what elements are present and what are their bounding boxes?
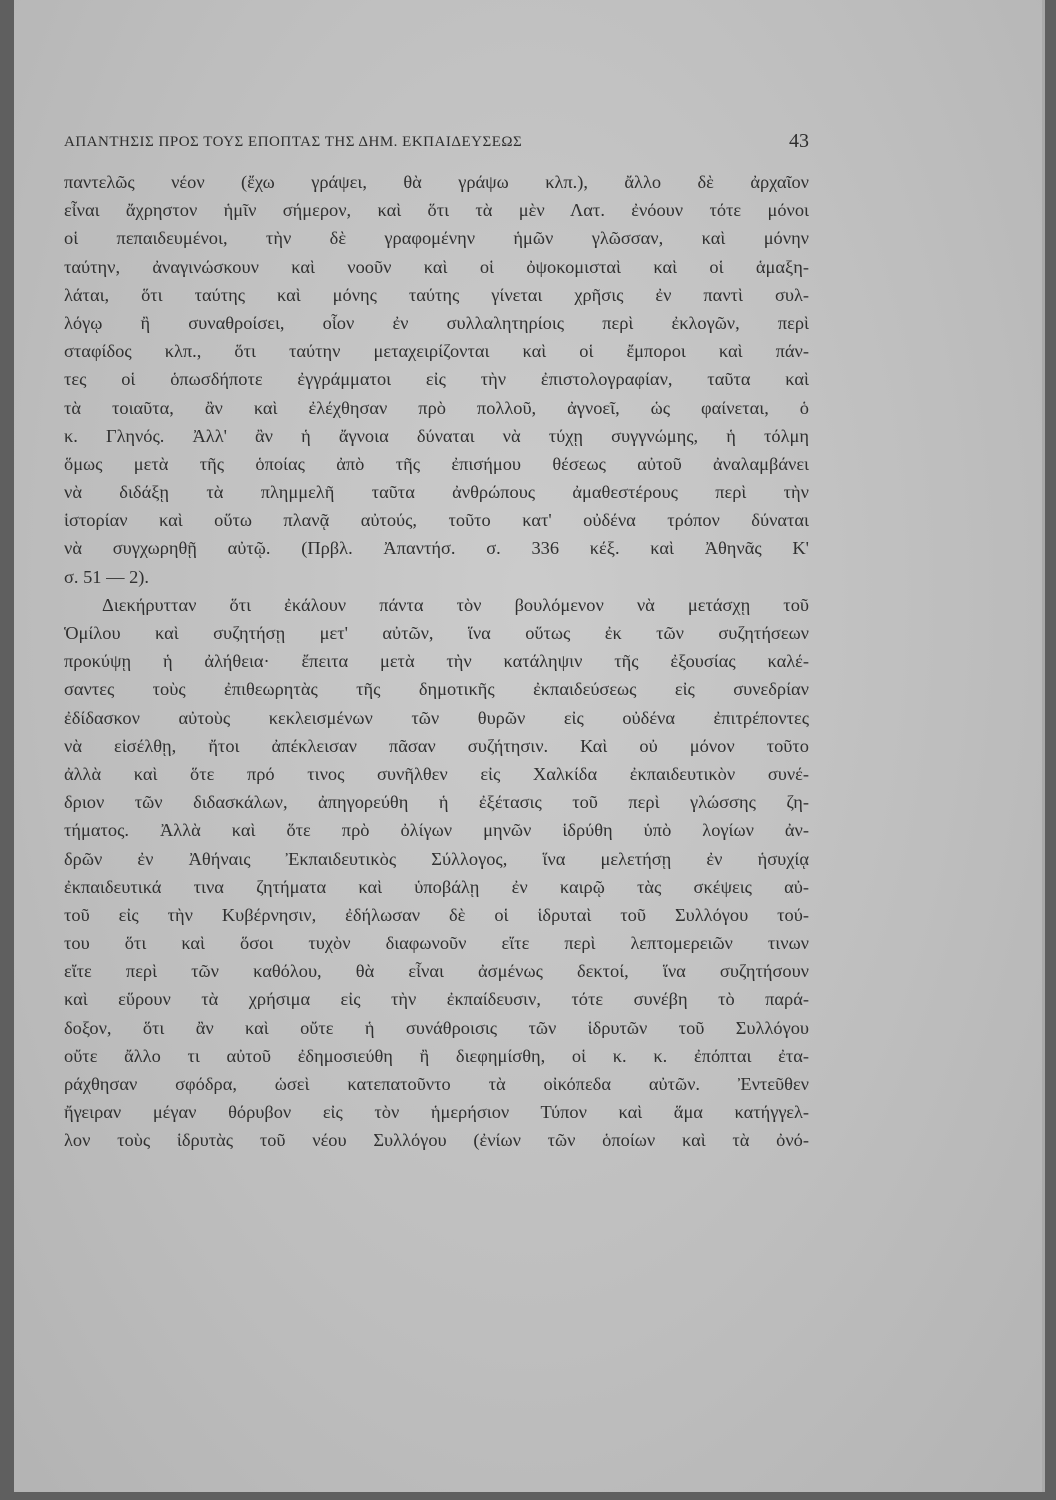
text-line: κ. Γληνός. Ἀλλ' ἂν ἡ ἄγνοια δύναται νὰ τύχῃ συγγνώμης, ἡ τόλμη [64, 425, 809, 446]
page-number: 43 [789, 130, 809, 152]
text-line: τὰ τοιαῦτα, ἂν καὶ ἐλέχθησαν πρὸ πολλοῦ, ἀγνοεῖ, ὡς φαίνεται, ὁ [64, 397, 809, 418]
text-line: δριον τῶν διδασκάλων, ἀπηγορεύθη ἡ ἐξέτασις τοῦ περὶ γλώσσης ζη- [64, 792, 809, 813]
text-line: εἴτε περὶ τῶν καθόλου, θὰ εἶναι ἀσμένως δεκτοί, ἵνα συζητήσουν [64, 961, 809, 982]
text-line: οἱ πεπαιδευμένοι, τὴν δὲ γραφομένην ἡμῶν γλῶσσαν, καὶ μόνην [64, 228, 809, 249]
text-line: εἶναι ἄχρηστον ἡμῖν σήμερον, καὶ ὅτι τὰ μὲν Λατ. ἐνόουν τότε μόνοι [64, 200, 809, 221]
running-head-title: ΑΠΑΝΤΗΣΙΣ ΠΡΟΣ ΤΟΥΣ ΕΠΟΠΤΑΣ ΤΗΣ ΔΗΜ. ΕΚΠΑΙΔΕΥΣΕΩΣ [64, 134, 523, 150]
text-line: τοῦ εἰς τὴν Κυβέρνησιν, ἐδήλωσαν δὲ οἱ ἱδρυταὶ τοῦ Συλλόγου τού- [64, 904, 809, 925]
text-line: νὰ διδάξῃ τὰ πλημμελῆ ταῦτα ἀνθρώπους ἀμαθεστέρους περὶ τὴν [64, 482, 809, 503]
text-line: οὔτε ἄλλο τι αὐτοῦ ἐδημοσιεύθη ἢ διεφημίσθη, οἱ κ. κ. ἐπόπται ἐτα- [64, 1045, 809, 1066]
text-line: σ. 51 — 2). [64, 566, 150, 587]
text-line: ταύτην, ἀναγινώσκουν καὶ νοοῦν καὶ οἱ ὀψοκομισταὶ καὶ οἱ ἁμαξη- [64, 256, 809, 277]
text-line: ἤγειραν μέγαν θόρυβον εἰς τὸν ἡμερήσιον Τύπον καὶ ἅμα κατήγγελ- [64, 1102, 809, 1123]
text-line: του ὅτι καὶ ὅσοι τυχὸν διαφωνοῦν εἴτε περὶ λεπτομερειῶν τινων [64, 933, 809, 954]
text-line: ἱστορίαν καὶ οὕτω πλανᾷ αὐτούς, τοῦτο κατ' οὐδένα τρόπον δύναται [64, 510, 809, 531]
text-line: λάται, ὅτι ταύτης καὶ μόνης ταύτης γίνεται χρῆσις ἐν παντὶ συλ- [64, 284, 809, 305]
text-line: νὰ εἰσέλθῃ, ἤτοι ἀπέκλεισαν πᾶσαν συζήτησιν. Καὶ οὐ μόνον τοῦτο [64, 735, 809, 756]
text-line: δοξον, ὅτι ἂν καὶ οὔτε ἡ συνάθροισις τῶν ἱδρυτῶν τοῦ Συλλόγου [64, 1017, 809, 1038]
text-line: ἐκπαιδευτικά τινα ζητήματα καὶ ὑποβάλῃ ἐν καιρῷ τὰς σκέψεις αὐ- [64, 876, 809, 897]
text-line: λον τοὺς ἱδρυτὰς τοῦ νέου Συλλόγου (ἐνίων τῶν ὁποίων καὶ τὰ ὀνό- [64, 1130, 809, 1151]
body-text [64, 168, 809, 1155]
text-line: ἐδίδασκον αὐτοὺς κεκλεισμένων τῶν θυρῶν εἰς οὐδένα ἐπιτρέποντες [64, 707, 809, 728]
text-line: σαντες τοὺς ἐπιθεωρητὰς τῆς δημοτικῆς ἐκπαιδεύσεως εἰς συνεδρίαν [64, 679, 809, 700]
text-line: λόγῳ ἢ συναθροίσει, οἷον ἐν συλλαλητηρίοις περὶ ἐκλογῶν, περὶ [64, 312, 809, 333]
text-line: Ὁμίλου καὶ συζητήσῃ μετ' αὐτῶν, ἵνα οὕτως ἐκ τῶν συζητήσεων [64, 623, 809, 643]
running-head [64, 130, 809, 156]
text-line: παντελῶς νέον (ἔχω γράψει, θὰ γράψω κλπ.), ἄλλο δὲ ἀρχαῖον [64, 172, 809, 192]
text-line: προκύψῃ ἡ ἀλήθεια· ἔπειτα μετὰ τὴν κατάληψιν τῆς ἐξουσίας καλέ- [64, 651, 809, 672]
paragraph [64, 168, 809, 591]
text-line: τήματος. Ἀλλὰ καὶ ὅτε πρὸ ὀλίγων μηνῶν ἱδρύθη ὑπὸ λογίων ἀν- [64, 820, 809, 841]
book-page [14, 0, 1045, 1492]
text-line: σταφίδος κλπ., ὅτι ταύτην μεταχειρίζονται καὶ οἱ ἔμποροι καὶ πάν- [64, 341, 809, 362]
text-line: καὶ εὕρουν τὰ χρήσιμα εἰς τὴν ἐκπαίδευσιν, τότε συνέβη τὸ παρά- [64, 989, 809, 1010]
text-line: δρῶν ἐν Ἀθήναις Ἐκπαιδευτικὸς Σύλλογος, ἵνα μελετήσῃ ἐν ἡσυχίᾳ [64, 848, 809, 869]
text-line: Διεκήρυτταν ὅτι ἐκάλουν πάντα τὸν βουλόμενον νὰ μετάσχῃ τοῦ [102, 594, 809, 615]
text-line: ὅμως μετὰ τῆς ὁποίας ἀπὸ τῆς ἐπισήμου θέσεως αὐτοῦ ἀναλαμβάνει [64, 453, 809, 474]
text-line: τες οἱ ὁπωσδήποτε ἐγγράμματοι εἰς τὴν ἐπιστολογραφίαν, ταῦτα καὶ [64, 369, 809, 390]
text-line: νὰ συγχωρηθῇ αὐτῷ. (Πρβλ. Ἀπαντήσ. σ. 336 κέξ. καὶ Ἀθηνᾶς Κ' [64, 538, 809, 559]
paragraph [64, 591, 809, 1155]
text-line: ράχθησαν σφόδρα, ὡσεὶ κατεπατοῦντο τὰ οἰκόπεδα αὐτῶν. Ἐντεῦθεν [64, 1074, 809, 1094]
text-line: ἀλλὰ καὶ ὅτε πρό τινος συνῆλθεν εἰς Χαλκίδα ἐκπαιδευτικὸν συνέ- [64, 763, 809, 784]
